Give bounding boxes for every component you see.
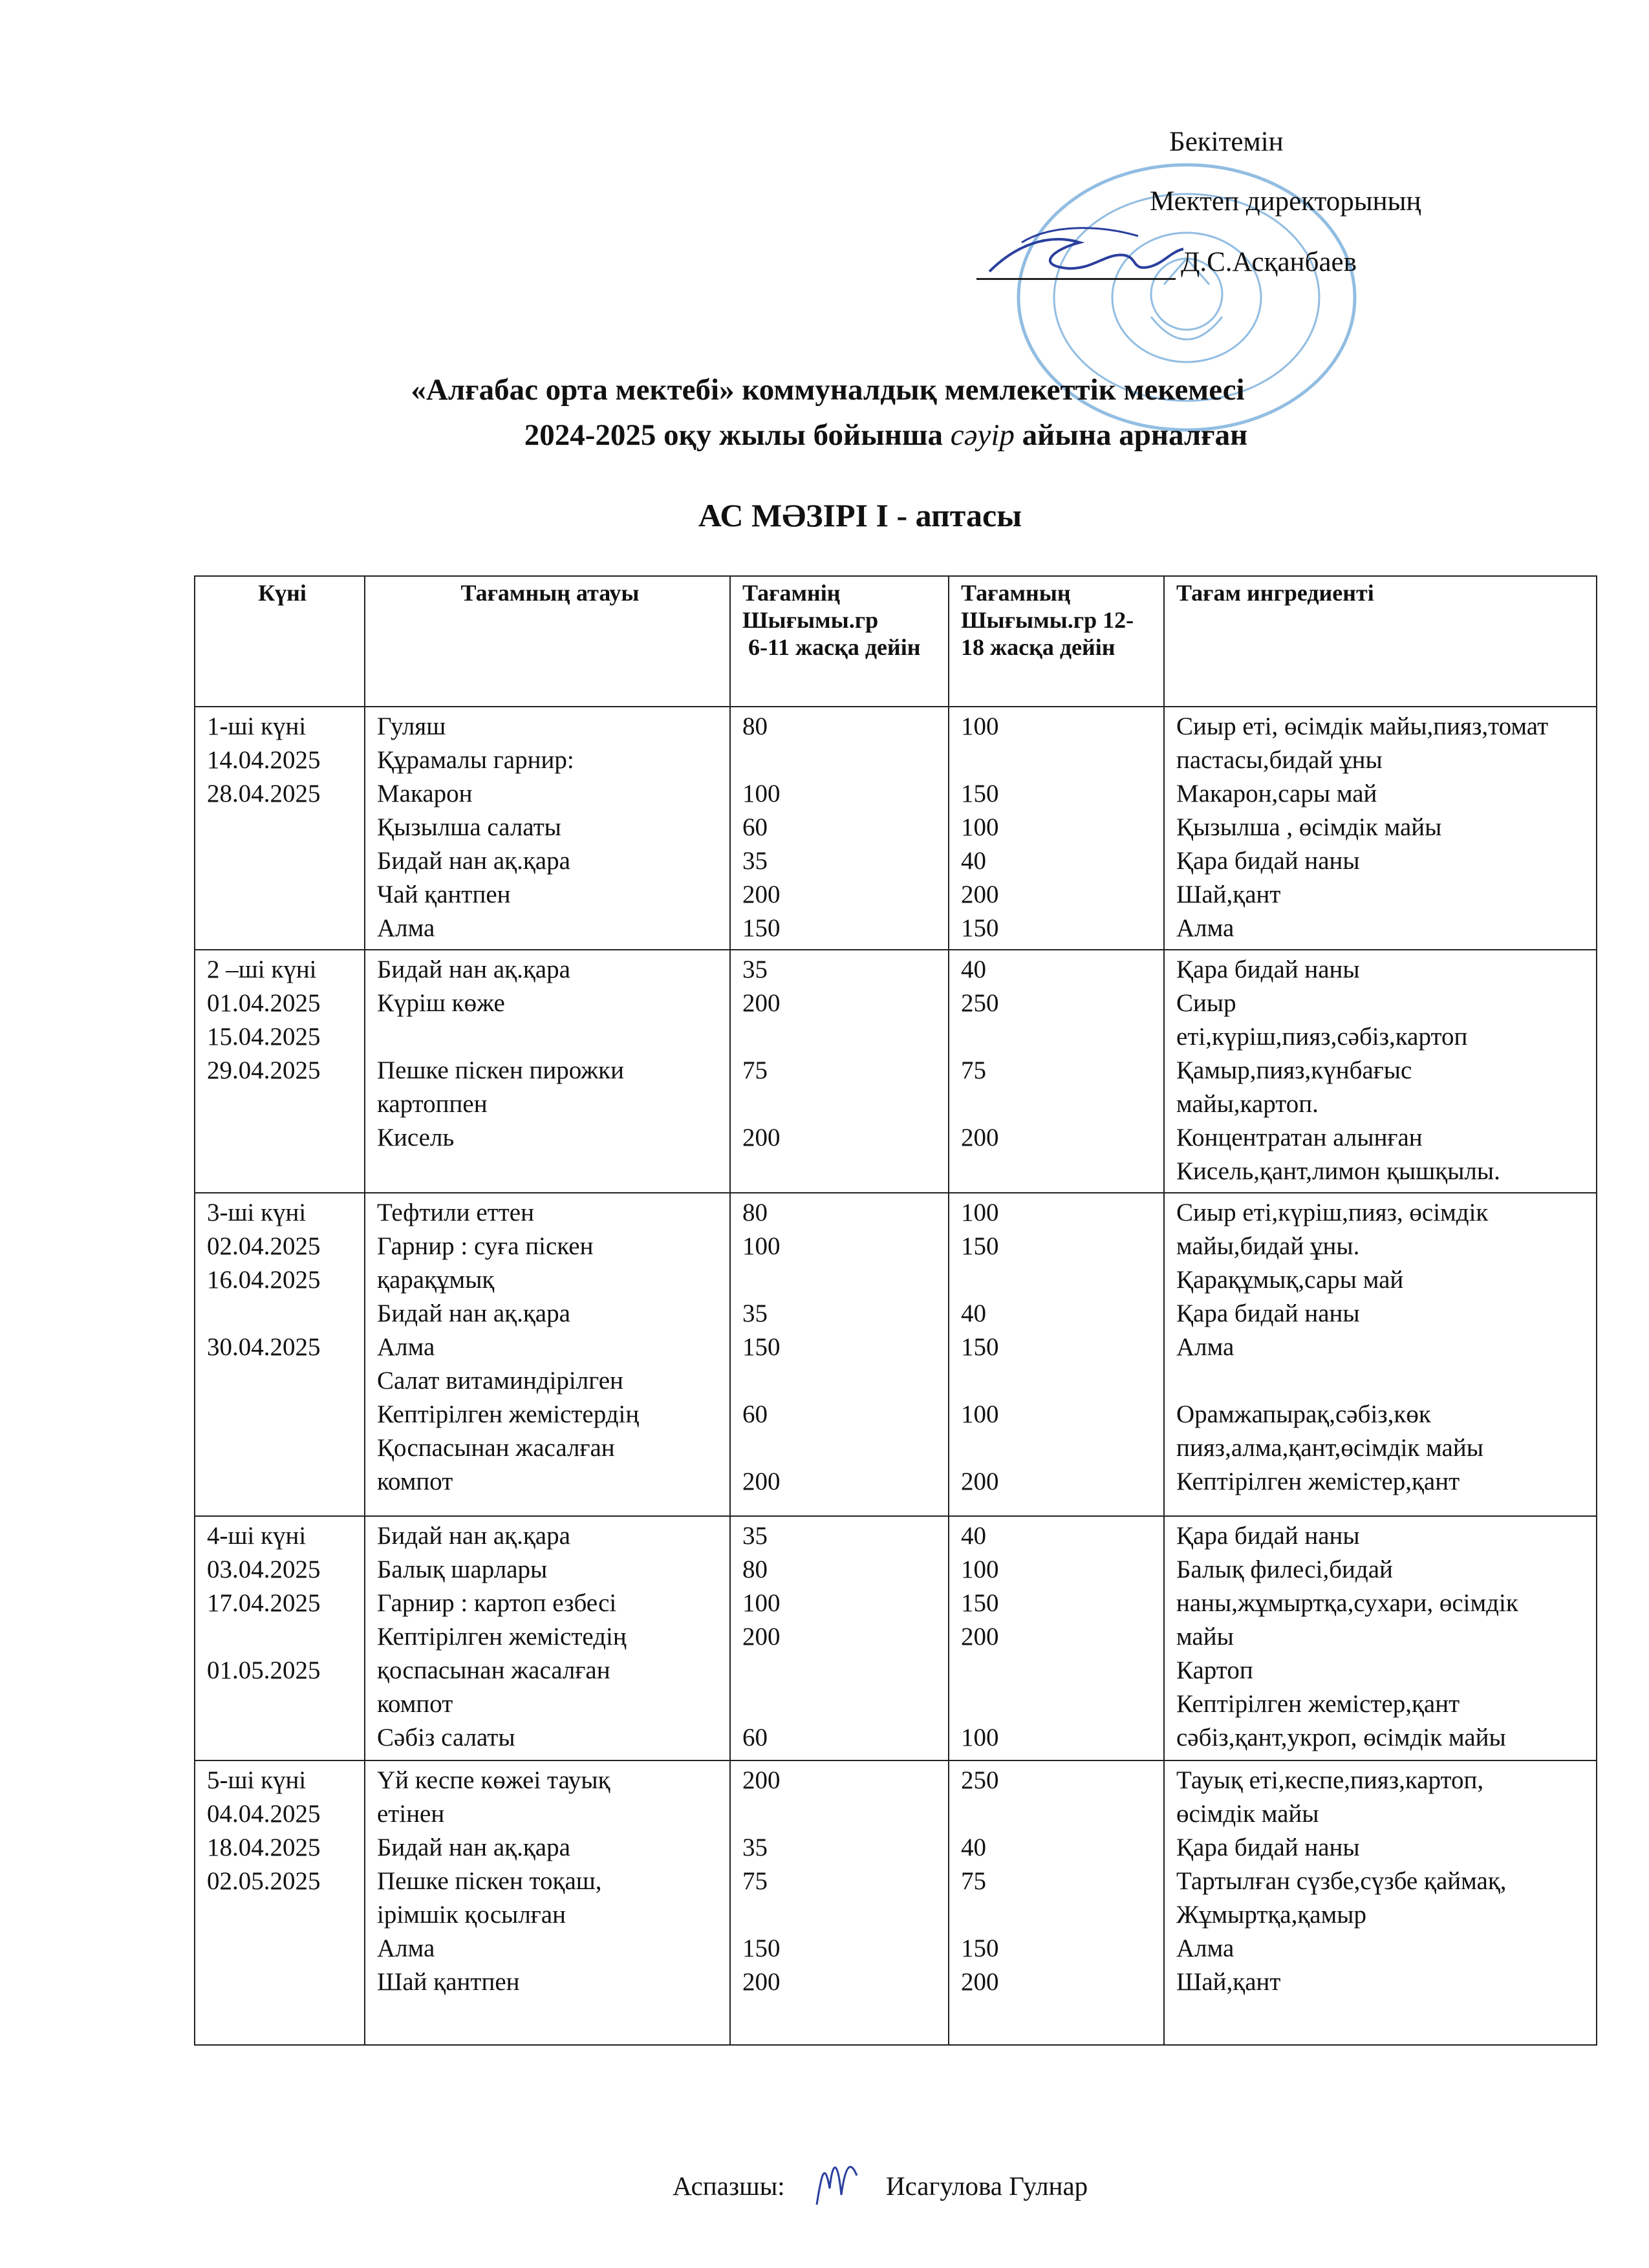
cell-line: Бидай нан ақ.қара [377,1834,570,1861]
cell-line: 100 [961,1199,999,1226]
cell-line: 4-ші күні [207,1522,307,1550]
cell-line: Алма [377,1934,435,1962]
cell-line: Макарон [377,780,473,808]
cell-line: Пешке піскен тоқаш, [377,1867,602,1895]
cell-line: 100 [742,1589,781,1617]
header-line: дейін [865,634,921,660]
cell-line: 200 [961,1124,999,1151]
table-row [195,1516,1597,1760]
table-header-row [195,576,1597,707]
dish-cell [365,707,730,950]
cell-line: Жұмыртқа,қамыр [1176,1901,1367,1929]
cell-line [961,1654,1157,1687]
header-portion-old [949,576,1164,707]
cell-line: 150 [961,1232,999,1260]
cell-line: 60 [742,1724,768,1751]
period-heading [0,420,1649,451]
cell-line [742,1687,942,1721]
cell-line: өсімдік майы [1176,1800,1319,1828]
director-signature [976,220,1190,291]
cell-line: 100 [961,1724,999,1751]
cell-line: 3-ші күні [207,1199,307,1226]
cell-line: Гарнир : суға піскен [377,1232,594,1260]
cell-line: 35 [742,1300,768,1327]
cell-line: 200 [742,1623,781,1651]
cell-line [742,1431,942,1465]
cell-line: 35 [742,1834,768,1861]
day-cell [195,707,365,950]
cell-line: Сиыр еті, өсімдік майы,пияз,томат пастасы,бидай ұны [1176,712,1549,774]
cell-line: 150 [961,1333,999,1361]
cell-line [207,1297,358,1331]
cell-line: 100 [961,712,999,740]
cell-line: Сиыр [1176,989,1236,1017]
cell-line: Тартылған сүзбе,сүзбе қаймақ, [1176,1867,1507,1895]
cell-line [742,1654,942,1687]
cell-line: 100 [961,1400,999,1428]
cell-line [742,1364,942,1398]
portion-young-cell [730,1760,949,2045]
header-line: Тағамның [961,580,1071,606]
cell-line: 30.04.2025 [207,1333,321,1361]
cell-line: наны,жұмыртқа,сухари, өсімдік [1176,1589,1518,1617]
portion-old-cell [949,1516,1164,1760]
cell-line: Пешке піскен пирожки [377,1056,625,1084]
cell-line: 2 –ші күні [207,956,317,983]
cell-line: 14.04.2025 [207,746,321,774]
cell-line [961,1687,1157,1721]
cell-line: қоспасынан жасалған [377,1656,610,1684]
cell-line: ірімшік қосылған [377,1901,566,1929]
cell-line: Күріш көже [377,989,505,1017]
cell-line: Шай,қант [1176,881,1281,908]
portion-old-cell [949,950,1164,1193]
cell-line: Қара бидай наны [1176,847,1360,875]
cell-line: Чай қантпен [377,881,511,908]
cell-line: Сиыр еті,күріш,пияз, өсімдік [1176,1199,1489,1226]
cell-line: 29.04.2025 [207,1056,321,1084]
approval-title: Бекітемін [1169,127,1284,157]
cell-line: Макарон,сары май [1176,780,1377,808]
dish-cell [365,950,730,1193]
cell-line: Кептірілген жемістер,қант [1176,1468,1460,1495]
cell-line: Тефтили еттен [377,1199,534,1226]
school-name-heading: «Алғабас орта мектебі» коммуналдық мемлекеттік мекемесі [411,373,1245,407]
cell-line: 35 [742,956,768,983]
cook-signature [812,2150,863,2211]
cell-line: 150 [961,780,999,808]
header-line: Тағамнің [742,580,841,606]
ingredients-cell [1164,707,1597,950]
cell-line: Алма [1176,1333,1234,1361]
cell-line [742,744,942,777]
day-cell [195,1760,365,2045]
cell-line: 01.05.2025 [207,1656,321,1684]
cell-line: 35 [742,1522,768,1550]
cell-line: Алма [377,914,435,942]
cell-line: 28.04.2025 [207,780,321,808]
cell-line: еті,күріш,пияз,сәбіз,картоп [1176,1023,1468,1051]
cell-line [207,1620,358,1654]
cell-line: Бидай нан ақ.қара [377,956,570,983]
cell-line: 150 [961,914,999,942]
cell-line: 17.04.2025 [207,1589,321,1617]
cell-line: майы [1176,1623,1234,1651]
table-row [195,950,1597,1193]
cell-line [961,1087,1157,1121]
header-line: дейін [1059,634,1116,660]
cell-line [961,1898,1157,1932]
cell-line: 03.04.2025 [207,1556,321,1583]
cell-line: Шай,қант [1176,1968,1281,1996]
table-row [195,1760,1597,2045]
cell-line: Балық шарлары [377,1556,548,1583]
period-month: сәуір [950,418,1015,452]
cell-line: етінен [377,1800,445,1828]
cell-line: Үй кеспе көжеі тауық [377,1766,610,1794]
cell-line [742,1020,942,1054]
cell-line: 04.04.2025 [207,1800,321,1828]
portion-old-cell [949,1193,1164,1516]
menu-table [194,575,1597,2046]
cell-line [1176,1364,1590,1398]
cell-line: Қара бидай наны [1176,1834,1360,1861]
portion-young-cell [730,1516,949,1760]
cell-line [961,1020,1157,1054]
cook-name: Исагулова Гулнар [886,2171,1088,2201]
cell-line: 18.04.2025 [207,1834,321,1861]
cell-line: 35 [742,847,768,875]
cell-line: 100 [961,813,999,841]
cell-line: Бидай нан ақ.қара [377,1522,570,1550]
cell-line: 250 [961,989,999,1017]
menu-title: АС МӘЗІРІ I - аптасы [698,497,1022,533]
cell-line: Қамыр,пияз,күнбағыс [1176,1056,1412,1084]
header-line: 6-11 жасқа [742,634,859,660]
table-row [195,707,1597,950]
cell-line: Гарнир : картоп езбесі [377,1589,617,1617]
cell-line: Шай қантпен [377,1968,520,1996]
cell-line: Құрамалы гарнир: [377,746,574,774]
cell-line: 150 [742,1934,781,1962]
cell-line: Қоспасынан жасалған [377,1434,615,1462]
cell-line: Кептірілген жемістедің [377,1623,627,1651]
cell-line: 40 [961,1300,986,1327]
header-day: Күні [195,576,365,707]
cell-line [961,1364,1157,1398]
cell-line: 40 [961,956,986,983]
cell-line [742,1087,942,1121]
header-line: Шығымы.гр [742,607,879,633]
cell-line: компот [377,1690,453,1718]
portion-young-cell [730,1193,949,1516]
cell-line: 150 [742,914,781,942]
cook-label: Аспазшы: [673,2171,785,2201]
cell-line: 80 [742,1556,768,1583]
cell-line: қарақұмық [377,1266,495,1294]
header-line: Шығымы.гр [961,607,1097,633]
cell-line: 200 [961,1968,999,1996]
portion-old-cell [949,1760,1164,2045]
director-name: Д.С.Асқанбаев [1181,247,1357,277]
cell-line: компот [377,1468,453,1495]
cell-line: Алма [1176,1934,1234,1962]
cell-line: 200 [961,1468,999,1495]
cell-line: 75 [742,1867,768,1895]
approval-role: Мектеп директорының [1150,186,1421,217]
dish-cell [365,1516,730,1760]
cell-line [742,1263,942,1297]
cell-line [742,1898,942,1932]
cell-line: Бидай нан ақ.қара [377,1300,570,1327]
cell-line: Қызылша , өсімдік майы [1176,813,1442,841]
cell-line: Балық филесі,бидай [1176,1556,1393,1583]
cell-line: Қара бидай наны [1176,956,1360,983]
period-heading-end: айына арналған [1014,418,1248,452]
cell-line: Қызылша салаты [377,813,561,841]
cell-line: Қара бидай наны [1176,1300,1360,1327]
cell-line: пияз,алма,қант,өсімдік майы [1176,1434,1483,1462]
cell-line: 60 [742,1400,768,1428]
table-row [195,1193,1597,1516]
cell-line: Кептірілген жемістер,қант [1176,1690,1460,1718]
cell-line: Қара бидай наны [1176,1522,1360,1550]
cell-line: 15.04.2025 [207,1023,321,1051]
cell-line: 200 [742,1968,781,1996]
ingredients-cell [1164,1760,1597,2045]
cell-line: 75 [961,1056,986,1084]
cell-line: 200 [742,1124,781,1151]
cell-line: сәбіз,қант,укроп, өсімдік майы [1176,1724,1506,1751]
cell-line: 250 [961,1766,999,1794]
portion-old-cell [949,707,1164,950]
cell-line: майы,бидай ұны. [1176,1232,1360,1260]
cell-line [377,1020,723,1054]
cell-line: 200 [742,1468,781,1495]
ingredients-cell [1164,1516,1597,1760]
cell-line [742,1797,942,1831]
cell-line: 100 [742,780,781,808]
cell-line: Бидай нан ақ.қара [377,847,570,875]
cell-line: 200 [742,881,781,908]
cell-line: 150 [961,1589,999,1617]
cell-line: 200 [961,881,999,908]
cell-line: 40 [961,1522,986,1550]
cell-line: Гуляш [377,712,446,740]
signature-line [976,278,1176,280]
cell-line [961,1431,1157,1465]
period-heading-start: 2024-2025 оқу жылы бойынша [524,418,951,452]
cell-line: 200 [961,1623,999,1651]
cell-line [961,744,1157,777]
cell-line: 200 [742,989,781,1017]
cell-line: 100 [961,1556,999,1583]
cell-line: 5-ші күні [207,1766,307,1794]
header-line: 12-18 жасқа [961,607,1134,660]
cell-line: Кисель,қант,лимон қышқылы. [1176,1157,1500,1185]
header-ingredients: Тағам ингредиенті [1164,576,1597,707]
ingredients-cell [1164,1193,1597,1516]
cell-line: 150 [742,1333,781,1361]
cell-line: 02.05.2025 [207,1867,321,1895]
cell-line: Қарақұмық,сары май [1176,1266,1404,1294]
cell-line: 75 [961,1867,986,1895]
day-cell [195,1193,365,1516]
portion-young-cell [730,707,949,950]
cell-line: 150 [961,1934,999,1962]
dish-cell [365,1760,730,2045]
cell-line: картоппен [377,1090,488,1118]
dish-cell [365,1193,730,1516]
header-dish: Тағамның атауы [365,576,730,707]
cell-line: 1-ші күні [207,712,307,740]
cell-line: 60 [742,813,768,841]
day-cell [195,1516,365,1760]
cell-line: 01.04.2025 [207,989,321,1017]
header-portion-young [730,576,949,707]
cell-line: майы,картоп. [1176,1090,1319,1118]
cell-line: Концентратан алынған [1176,1124,1423,1151]
cell-line [961,1263,1157,1297]
cell-line: Орамжапырақ,сәбіз,көк [1176,1400,1431,1428]
cell-line: 80 [742,712,768,740]
cell-line: Кептірілген жемістердің [377,1400,640,1428]
cell-line: 02.04.2025 [207,1232,321,1260]
cell-line: 40 [961,1834,986,1861]
cell-line: 200 [742,1766,781,1794]
cell-line: Салат витаминдірілген [377,1367,623,1395]
cell-line: 75 [742,1056,768,1084]
portion-young-cell [730,950,949,1193]
cell-line: 16.04.2025 [207,1266,321,1294]
cell-line: Картоп [1176,1656,1253,1684]
cell-line [961,1797,1157,1831]
cell-line: Сәбіз салаты [377,1724,515,1751]
cell-line: Тауық еті,кеспе,пияз,картоп, [1176,1766,1484,1794]
cell-line: 40 [961,847,986,875]
cell-line: 80 [742,1199,768,1226]
cell-line: Алма [377,1333,435,1361]
cell-line: 100 [742,1232,781,1260]
day-cell [195,950,365,1193]
cell-line: Кисель [377,1124,455,1151]
ingredients-cell [1164,950,1597,1193]
cell-line: Алма [1176,914,1234,942]
